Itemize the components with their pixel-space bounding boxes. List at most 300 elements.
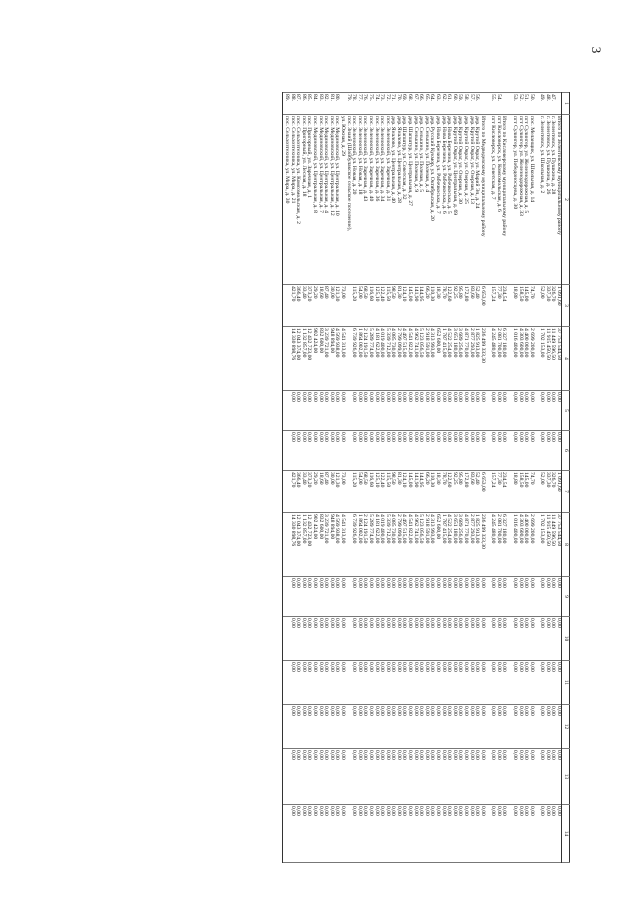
value-cell: 0,00 [390,577,396,617]
value-cell: 0,00 [495,577,501,617]
value-cell: 157,24 [490,471,496,513]
value-cell: 0,00 [528,705,534,749]
value-cell: 0,00 [434,749,440,805]
value-cell: 0,00 [356,617,362,661]
value-cell: 12 043 374,00 [295,513,301,577]
row-number-cell: 62. [440,93,446,115]
value-cell: 0,00 [328,431,334,471]
value-cell: 4 019 400,00 [379,327,385,391]
value-cell: 77,30 [495,471,501,513]
address-cell: пгт Кисловерск, ул. Советская, д. 7 [490,115,496,285]
value-cell: 0,00 [423,617,429,661]
address-cell: пос. Зеленоохий, ул. Заречная, д. 40 [367,115,373,285]
value-cell: 832 600,00 [317,327,323,391]
value-cell: 0,00 [351,749,357,805]
value-cell: 0,00 [495,431,501,471]
value-cell: 0,00 [328,617,334,661]
value-cell: 0,00 [501,617,507,661]
value-cell: 0,00 [446,705,452,749]
value-cell: 0,00 [550,431,556,471]
value-cell: 18,60 [317,285,323,327]
value-cell: 0,00 [406,705,412,749]
table-row [511,93,517,863]
row-number-cell: 84. [311,93,317,115]
address-cell: дер. Яналово, ул. Центральная, д. 28 [395,115,401,285]
value-cell: 0,00 [384,391,390,431]
value-cell: 4 569 938,00 [334,513,340,577]
address-cell: дер. Крутой Овраг, ул. Центральная, д. 69 [451,115,457,285]
value-cell: 4 541 313,00 [339,327,345,391]
value-cell: 5 289 774,00 [367,513,373,577]
value-cell: 0,00 [300,577,306,617]
value-cell: 6 327 180,00 [501,327,507,391]
value-cell: 0,00 [412,805,418,863]
value-cell: 0,00 [311,577,317,617]
value-cell: 87,40 [323,285,329,327]
value-cell: 1 702 153,00 [539,513,545,577]
value-cell: 3 651 180,00 [451,513,457,577]
value-cell: 0,00 [457,661,463,705]
value-cell: 0,00 [429,617,435,661]
value-cell: 6 653,00 [479,285,485,327]
value-cell: 1 091,60 [555,285,561,327]
value-cell: 0,00 [423,705,429,749]
value-cell: 4 303 600,00 [517,327,523,391]
value-cell: 0,00 [517,617,523,661]
value-cell: 0,00 [401,749,407,805]
value-cell: 0,00 [451,391,457,431]
address-cell: пос. Мединовский, ул. Центральная, д. 4 [323,115,329,285]
value-cell: 366,40 [295,471,301,513]
value-cell: 4 085 730,00 [390,513,396,577]
value-cell: 0,00 [446,749,452,805]
row-number-cell: 65. [423,93,429,115]
row-number-cell [479,93,485,115]
value-cell: 0,00 [289,661,295,705]
value-cell: 0,00 [295,661,301,705]
row-number-cell: 56. [474,93,480,115]
column-header: 13 [562,749,570,805]
value-cell: 2 918 591,00 [423,513,429,577]
value-cell: 0,00 [384,805,390,863]
value-cell: 1 132 857,00 [300,327,306,391]
value-cell: 0,00 [462,577,468,617]
value-cell: 115,20 [351,471,357,513]
value-cell: 4 522 254,00 [446,513,452,577]
value-cell: 30,00 [328,471,334,513]
row-number-cell: 54. [495,93,501,115]
value-cell: 4 962 741,00 [412,513,418,577]
value-cell: 0,00 [517,805,523,863]
row-number-cell: 73. [379,93,385,115]
row-number-cell: 78. [351,93,357,115]
value-cell: 1 016 400,00 [511,327,517,391]
value-cell: 326,70 [550,285,556,327]
value-cell: 145,00 [523,471,529,513]
value-cell: 0,00 [395,805,401,863]
value-cell: 0,00 [495,749,501,805]
value-cell: 0,00 [434,805,440,863]
table-row [495,93,501,863]
value-cell: 4 541 822,00 [406,513,412,577]
address-cell: пгт Сулингер, ул. Железнодорожная, д. 5 [523,115,529,285]
address-cell: пос. Зеленоохий, ул. Новая, д. 18 [356,115,362,285]
value-cell: 0,00 [550,805,556,863]
value-cell: 0,00 [390,749,396,805]
value-cell: 0,00 [379,617,385,661]
value-cell: 1 864 002,00 [356,513,362,577]
value-cell: 4 522 254,00 [446,327,452,391]
value-cell: 0,00 [495,391,501,431]
value-cell: 0,00 [511,661,517,705]
row-number-cell: 58. [462,93,468,115]
value-cell: 0,00 [517,577,523,617]
value-cell: 3 651 180,00 [451,327,457,391]
value-cell: 0,00 [401,661,407,705]
address-cell: пос. Меланщик, ул. Школьная, д. 14 [528,115,534,285]
value-cell: 0,00 [440,749,446,805]
value-cell: 141,90 [412,285,418,327]
value-cell: 29,20 [311,285,317,327]
value-cell: 68,50 [362,471,368,513]
value-cell: 0,00 [511,805,517,863]
column-header: 11 [562,661,570,705]
value-cell: 0,00 [446,617,452,661]
value-cell: 144,95 [418,471,424,513]
value-cell: 0,00 [539,617,545,661]
value-cell: 0,00 [295,577,301,617]
value-cell: 0,00 [462,661,468,705]
value-cell: 0,00 [334,617,340,661]
value-cell: 0,00 [523,431,529,471]
column-header: 9 [562,577,570,617]
value-cell: 2 877 293,00 [468,513,474,577]
value-cell: 0,00 [555,577,561,617]
value-cell: 124,10 [401,285,407,327]
value-cell: 0,00 [479,705,485,749]
value-cell: 125,10 [373,471,379,513]
value-cell: 0,00 [451,705,457,749]
row-number-cell: 47. [550,93,556,115]
row-number-cell: 59. [457,93,463,115]
value-cell: 0,00 [479,661,485,705]
value-cell: 0,00 [474,661,480,705]
value-cell: 0,00 [367,431,373,471]
address-cell: пос. Зеленоохий, ул. Новая, д. 20 [351,115,357,285]
value-cell: 0,00 [406,617,412,661]
column-header: 4 [562,327,570,391]
value-cell: 4 497 515,00 [401,513,407,577]
value-cell: 0,00 [440,391,446,431]
value-cell: 5 289 774,00 [367,327,373,391]
row-number-cell: 60. [451,93,457,115]
value-cell: 0,00 [311,705,317,749]
address-cell: пос. Сельхозтехника, ул. Комсомольская, д. 2 [295,115,301,285]
value-cell: 0,00 [311,431,317,471]
row-number-cell: 82. [323,93,329,115]
value-cell: 337,30 [544,285,550,327]
data-table [282,92,570,863]
value-cell: 0,00 [367,391,373,431]
row-number-cell: 86. [300,93,306,115]
value-cell: 0,00 [511,705,517,749]
address-cell: Итого по Медведевскому муниципальному району [479,115,485,285]
value-cell: 0,00 [379,805,385,863]
row-number-cell: 79. [345,93,351,115]
value-cell: 95,80 [457,471,463,513]
address-cell: дер. Сенькино, ул. Полевая, д. 9 [412,115,418,285]
value-cell: 0,00 [457,749,463,805]
value-cell: 122,40 [379,471,385,513]
value-cell: 0,00 [362,617,368,661]
value-cell: 0,00 [351,805,357,863]
value-cell: 0,00 [412,391,418,431]
value-cell: 0,00 [462,391,468,431]
value-cell: 0,00 [306,391,312,431]
value-cell: 0,00 [323,661,329,705]
value-cell: 4 313 993,00 [429,327,435,391]
value-cell: 0,00 [511,749,517,805]
value-cell: 0,00 [351,705,357,749]
value-cell: 0,00 [356,749,362,805]
column-header: 8 [562,513,570,577]
value-cell: 0,00 [339,661,345,705]
value-cell: 0,00 [468,661,474,705]
value-cell: 52,00 [539,285,545,327]
value-cell: 0,00 [440,705,446,749]
value-cell: 421,70 [289,285,295,327]
address-cell: дер. Крутой Овраг, ул. Марий Эл, д. 24 [474,115,480,285]
value-cell: 18,30 [434,471,440,513]
value-cell: 1 016 400,00 [511,513,517,577]
value-cell: 0,00 [434,577,440,617]
address-cell: пос. Знаий (Шойбулакское сельское поселение), [345,115,351,285]
value-cell: 0,00 [462,805,468,863]
value-cell: 37 753 544,50 [555,513,561,577]
value-cell: 0,00 [317,705,323,749]
value-cell: 0,00 [390,431,396,471]
value-cell: 0,00 [362,431,368,471]
address-cell: дер. Нива Березина, ул. Рабочкоська, д. 6 [440,115,446,285]
value-cell: 4 181 622,00 [373,327,379,391]
value-cell: 37 753 544,50 [555,327,561,391]
value-cell: 236 499 333,30 [479,327,485,391]
value-cell: 52,00 [539,471,545,513]
value-cell: 115,20 [351,285,357,327]
table-row [328,93,334,863]
value-cell: 0,00 [412,661,418,705]
value-cell: 0,00 [495,661,501,705]
value-cell: 0,00 [328,391,334,431]
column-header: 2 [562,115,570,285]
value-cell: 0,00 [401,617,407,661]
value-cell: 0,00 [511,431,517,471]
value-cell: 0,00 [339,391,345,431]
value-cell: 18,80 [511,285,517,327]
value-cell: 0,00 [289,705,295,749]
value-cell: 0,00 [451,431,457,471]
value-cell: 0,00 [334,705,340,749]
value-cell: 0,00 [446,661,452,705]
value-cell: 54,00 [356,285,362,327]
value-cell: 3 689 256,00 [457,513,463,577]
value-cell: 66,20 [423,471,429,513]
value-cell: 6 739 926,00 [351,513,357,577]
value-cell: 0,00 [550,749,556,805]
value-cell: 0,00 [474,805,480,863]
value-cell: 83,60 [468,285,474,327]
value-cell: 0,00 [544,805,550,863]
address-cell: пос. Мединовский, ул. Центральная, д. 8 [311,115,317,285]
value-cell: 421,70 [289,471,295,513]
address-cell: пос. Пригорный, ул. Заречная, д. 1 [306,115,312,285]
value-cell: 2 124 191,50 [362,327,368,391]
value-cell: 0,00 [289,391,295,431]
value-cell: 0,00 [550,391,556,431]
value-cell: 172,80 [462,285,468,327]
address-cell: дер. Сенькино, ул. Полевая, д. 5 [418,115,424,285]
value-cell: 0,00 [289,577,295,617]
value-cell: 0,00 [356,705,362,749]
value-cell: 0,00 [384,749,390,805]
value-cell: 4 245 480,00 [490,513,496,577]
value-cell: 11 915 450,50 [544,327,550,391]
column-header: 12 [562,705,570,749]
column-header: 6 [562,431,570,471]
value-cell: 144,95 [418,285,424,327]
address-cell: пос. Мединовский, ул. Центральная, д. 7 [317,115,323,285]
value-cell: 0,00 [317,805,323,863]
value-cell: 0,00 [356,391,362,431]
value-cell: 0,00 [457,617,463,661]
row-number-cell: 83. [317,93,323,115]
value-cell: 6 739 926,00 [351,327,357,391]
row-number-cell: 61. [446,93,452,115]
row-number-cell: 71. [390,93,396,115]
address-cell: Итого по Кисловерскому муниципальному району [501,115,507,285]
value-cell: 0,00 [412,749,418,805]
row-number-cell [485,93,490,115]
value-cell: 0,00 [511,577,517,617]
value-cell: 0,00 [390,617,396,661]
value-cell: 3 689 256,00 [457,327,463,391]
value-cell: 0,00 [511,617,517,661]
value-cell: 66,20 [423,285,429,327]
value-cell: 0,00 [390,391,396,431]
value-cell: 12 432 723,00 [306,327,312,391]
value-cell: 0,00 [339,749,345,805]
value-cell: 0,00 [367,617,373,661]
row-number-cell: 89. [283,93,289,115]
value-cell: 0,00 [406,391,412,431]
value-cell: 0,00 [289,617,295,661]
value-cell: 1 132 857,00 [300,513,306,577]
value-cell: 0,00 [457,431,463,471]
value-cell: 0,00 [339,805,345,863]
value-cell: 78,70 [440,471,446,513]
row-number-cell: 55. [490,93,496,115]
column-header: 3 [562,285,570,327]
value-cell: 1 091,60 [555,471,561,513]
value-cell: 0,00 [328,749,334,805]
value-cell: 0,00 [373,705,379,749]
row-number-cell [555,93,561,115]
value-cell: 14 330 898,76 [289,513,295,577]
value-cell: 0,00 [418,577,424,617]
value-cell: 0,00 [390,661,396,705]
value-cell: 0,00 [539,749,545,805]
value-cell: 14 330 898,76 [289,327,295,391]
value-cell: 29,20 [311,471,317,513]
value-cell: 0,00 [390,805,396,863]
value-cell: 145,00 [406,285,412,327]
value-cell: 54,00 [356,471,362,513]
value-cell: 52,40 [474,471,480,513]
value-cell: 0,00 [555,705,561,749]
value-cell: 52,40 [474,285,480,327]
value-cell: 0,00 [523,661,529,705]
value-cell: 0,00 [423,577,429,617]
value-cell: 0,00 [384,617,390,661]
value-cell: 0,00 [511,391,517,431]
value-cell: 0,00 [289,431,295,471]
value-cell: 11 915 450,50 [544,513,550,577]
value-cell: 0,00 [406,661,412,705]
value-cell: 0,00 [501,749,507,805]
address-cell: пос. Мединовский, ул. Центральная, д. 10 [334,115,340,285]
value-cell: 0,00 [384,577,390,617]
address-cell: пос. Зеленоохий, ул. Заречная, д. 43 [362,115,368,285]
address-cell: пос. Пригорный, ул. Лесная, д. 18 [300,115,306,285]
value-cell: 2 699 200,00 [528,327,534,391]
value-cell: 832 600,00 [317,513,323,577]
value-cell: 0,00 [479,391,485,431]
value-cell: 0,00 [495,705,501,749]
value-cell: 4 303 600,00 [517,513,523,577]
address-cell: пгт Сулингер, ул. Победоносцева, д. 30 [511,115,517,285]
value-cell: 0,00 [523,749,529,805]
value-cell: 0,00 [311,617,317,661]
value-cell: 0,00 [418,749,424,805]
value-cell: 0,00 [429,431,435,471]
value-cell: 0,00 [468,617,474,661]
table-row [544,93,550,863]
value-cell: 0,00 [446,805,452,863]
value-cell: 0,00 [479,617,485,661]
value-cell: 0,00 [295,431,301,471]
value-cell: 0,00 [351,431,357,471]
value-cell: 0,00 [462,705,468,749]
value-cell: 0,00 [328,661,334,705]
value-cell: 92,25 [451,471,457,513]
value-cell: 0,00 [446,431,452,471]
value-cell: 0,00 [528,391,534,431]
value-cell: 0,00 [317,431,323,471]
row-number-cell: 64. [429,93,435,115]
address-cell: пос. Сельхозтехника, ул. Мира, д. 30 [283,115,289,285]
value-cell: 0,00 [555,617,561,661]
value-cell: 0,00 [367,705,373,749]
value-cell: 373,20 [306,285,312,327]
value-cell: 0,00 [468,705,474,749]
row-number-cell: 68. [406,93,412,115]
value-cell: 0,00 [434,391,440,431]
row-number-cell: 87. [295,93,301,115]
value-cell: 6 327 180,00 [501,513,507,577]
address-cell: дер. Нива Березина, ул. Рабочкоська, д. 5 [446,115,452,285]
value-cell: 2 918 591,00 [423,327,429,391]
value-cell: 0,00 [479,749,485,805]
